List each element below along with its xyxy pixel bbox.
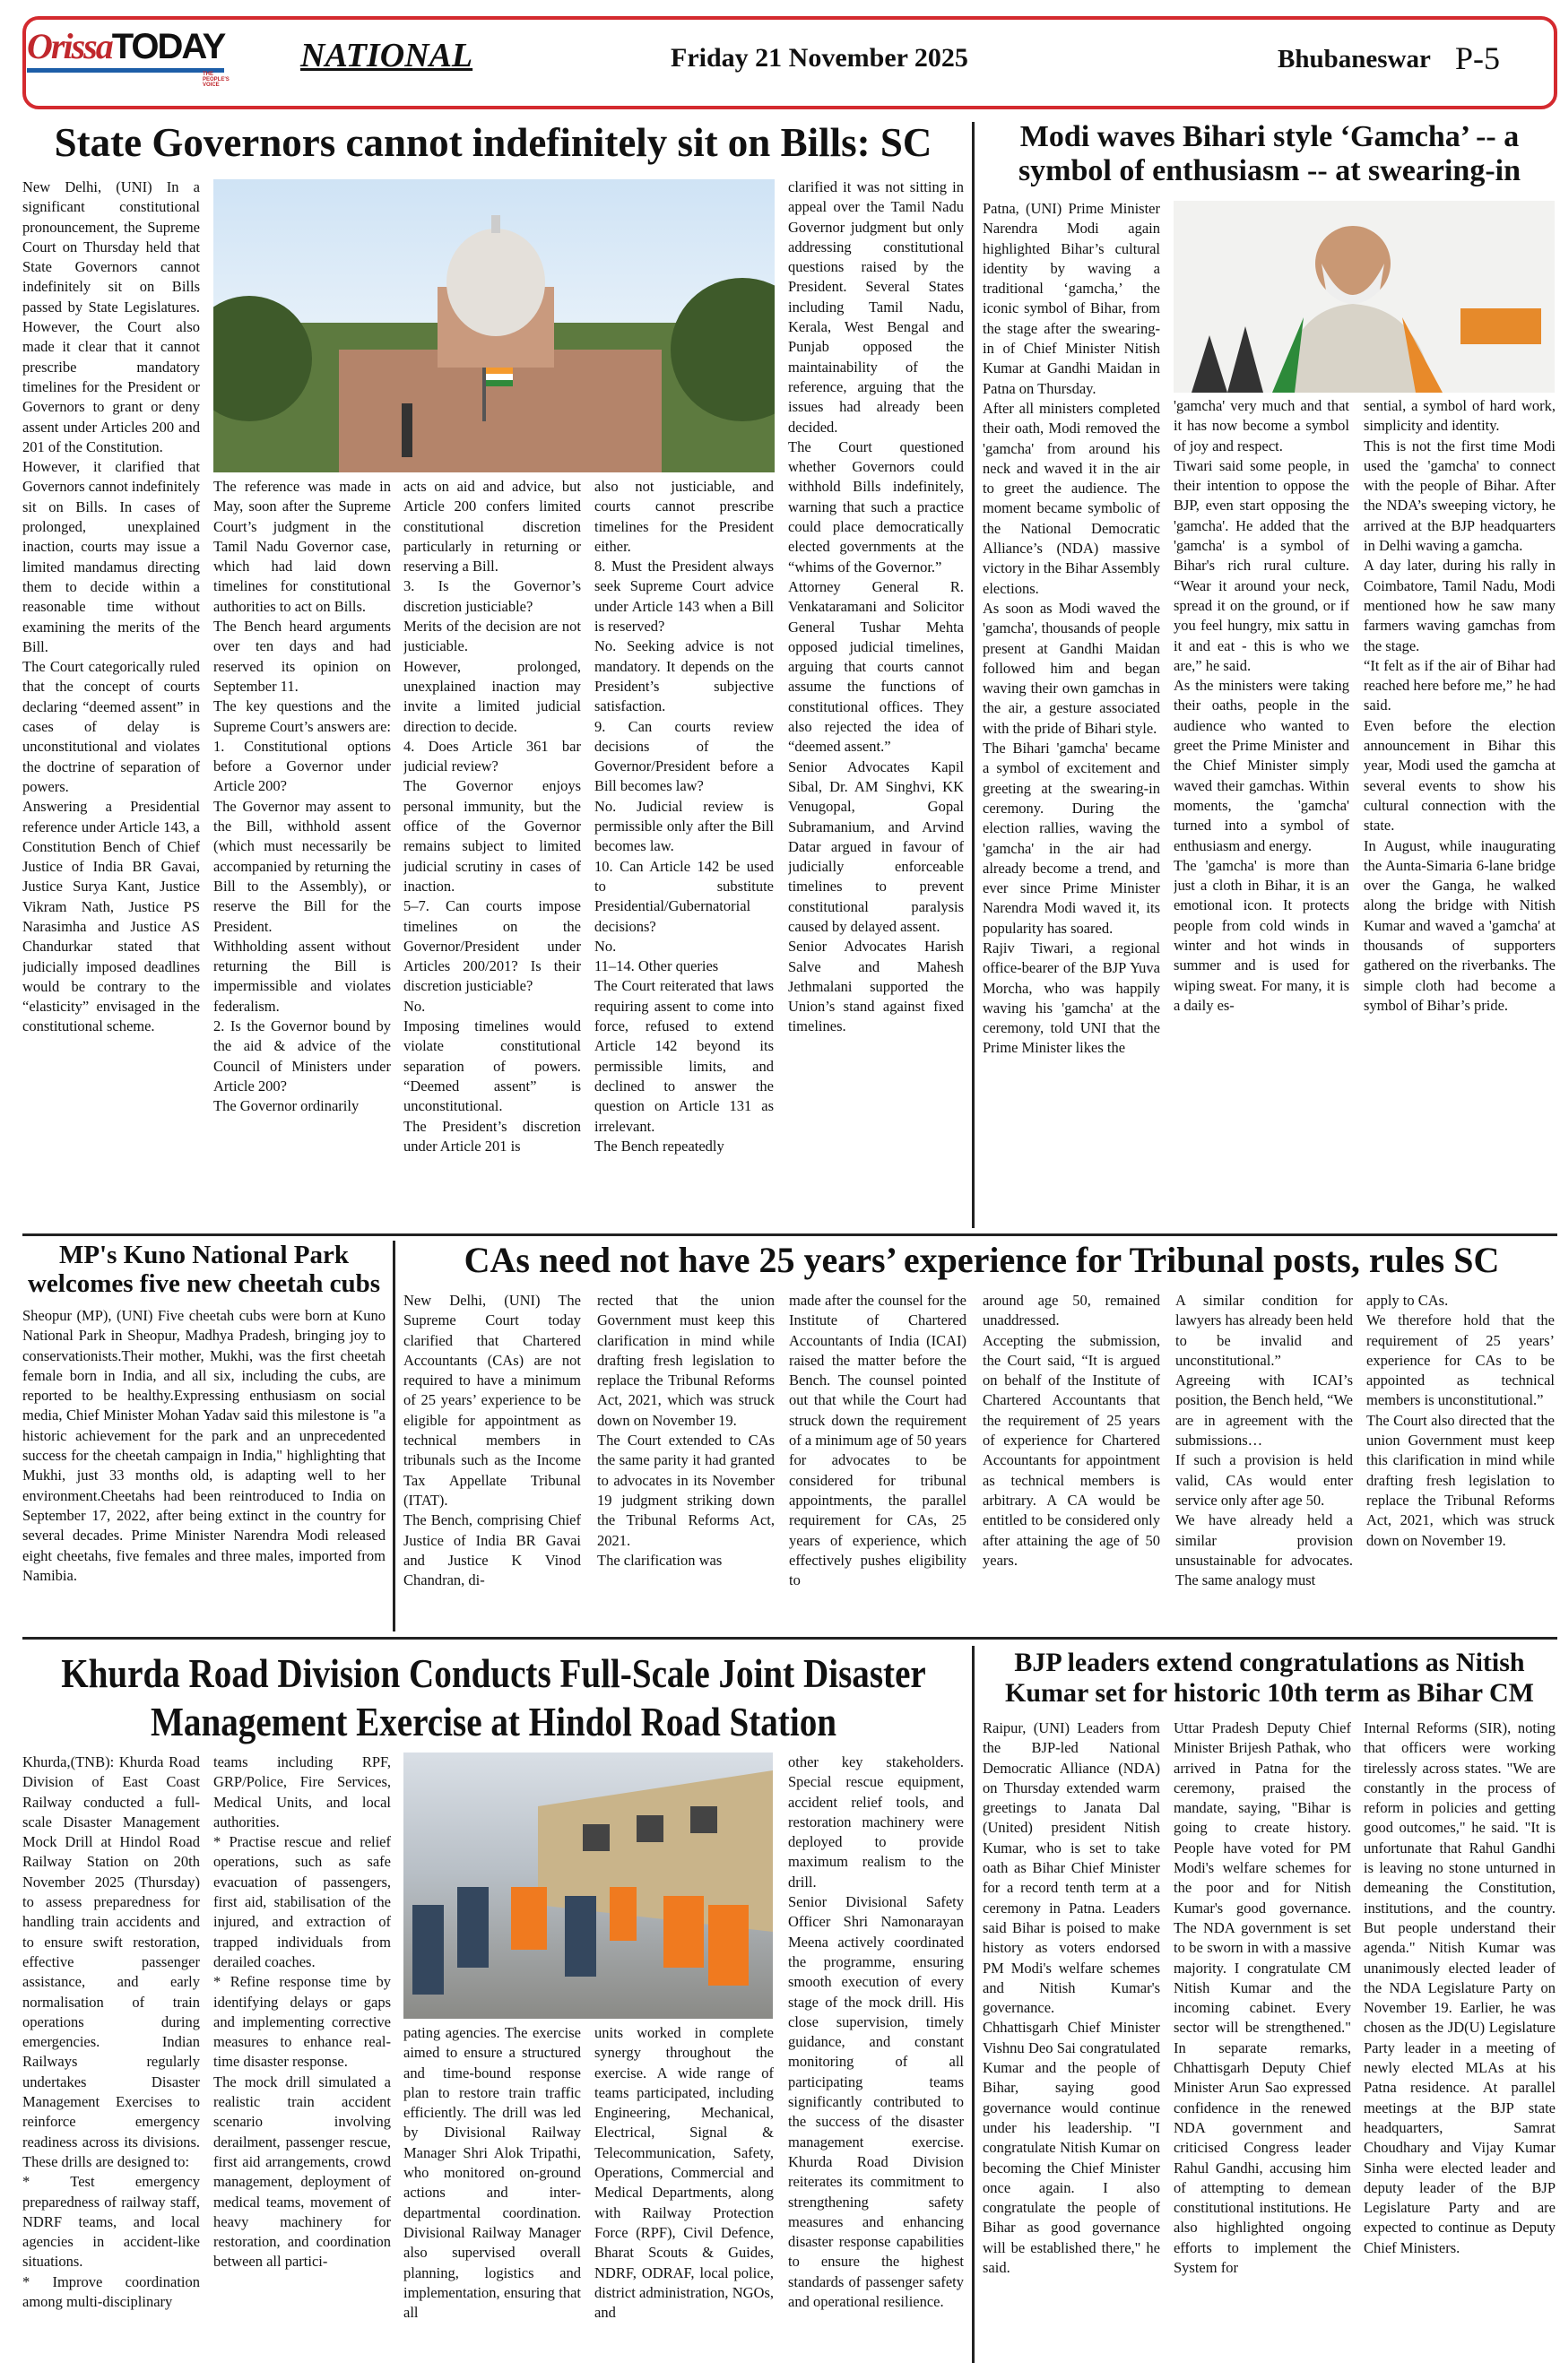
article-paragraph: The Bench repeatedly	[594, 1137, 724, 1155]
article-paragraph: Tiwari said some people, in their intention to oppose the BJP, even start opposing the 'gamcha'. He added that the 'gamcha' is a symbol of Bihar's rich rural culture. “Wear it around your neck, spread it on the ground, or if you feel hungry, mix sattu in it and eat - this is who we are,” he said.	[1174, 456, 1349, 674]
article-column	[1174, 1718, 1351, 2364]
article-column	[1366, 1291, 1555, 1631]
article-paragraph: Patna, (UNI) Prime Minister Narendra Modi again highlighted Bihar’s cultural identity by waving a traditional ‘gamcha,’ the iconic symbol of Bihar, from the stage after the swearing-in of Chief Minister Nitish Kumar at Gandhi Maidan in Patna on Thursday.	[983, 200, 1160, 397]
article-column	[213, 1753, 391, 2364]
article-column	[403, 477, 581, 1228]
article-column	[788, 1753, 964, 2364]
article-paragraph: If such a provision is held valid, CAs would enter service only after age 50.	[1175, 1451, 1353, 1509]
article-paragraph: New Delhi, (UNI) In a significant constitutional pronouncement, the Supreme Court on Thursday held that State Governors cannot indefinitely sit on Bills passed by State Legislatures. However, the Court also made it clear that it cannot prescribe mandatory timelines for the President or Governors to grant or deny assent under Articles 200 and 201 of the Constitution.	[22, 178, 200, 455]
column-divider	[972, 122, 975, 1228]
article-paragraph: The reference was made in May, soon after the Supreme Court’s judgment in the Tamil Nadu Governor case, which had laid down timelines for constitutional authorities to act on Bills.	[213, 478, 391, 615]
article-paragraph: The Court reiterated that laws requiring assent to come into force, refused to extend Article 142 beyond its permissible limits, and declined to answer the question on Article 131 as irrelevant.	[594, 977, 774, 1135]
article-paragraph: The Governor may assent to the Bill, withhold assent (which must necessarily be accompanied by returning the Bill to the Assembly), or reserve the Bill for the President.	[213, 797, 391, 935]
supreme-court-photo	[213, 179, 775, 472]
article-column	[403, 1291, 581, 1631]
article-paragraph: rected that the union Government must keep this clarification in mind while drafting fresh legislation to replace the Tribunal Reforms Act, 2021, which was struck down on November 19.	[597, 1292, 775, 1429]
article-paragraph: * Practise rescue and relief operations, such as safe evacuation of passengers, first aid, stabilisation of the injured, and extraction of trapped individuals from derailed coaches.	[213, 1833, 391, 1970]
article-paragraph: 5–7. Can courts impose timelines on the Governor/President under Articles 200/201? Is their discretion justiciable?	[403, 897, 581, 995]
article-paragraph: The Bench, comprising Chief Justice of India BR Gavai and Justice K Vinod Chandran, di-	[403, 1511, 581, 1589]
article-paragraph: Senior Advocates Kapil Sibal, Dr. AM Singhvi, KK Venugopal, Gopal Subramanium, and Arvind Datar argued in favour of judicially enforceable timelines to prevent constitutional paralysis caused by delayed assent.	[788, 757, 964, 935]
article-paragraph: No. Seeking advice is not mandatory. It depends on the President’s subjective satisfaction.	[594, 637, 774, 715]
article-paragraph: sential, a symbol of hard work, simplicity and identity.	[1364, 397, 1556, 435]
article-paragraph: The Governor ordinarily	[213, 1097, 360, 1115]
article-paragraph: Uttar Pradesh Deputy Chief Minister Brijesh Pathak, who arrived in Patna for the ceremony, praised the mandate, saying, "Bihar is going to create history. People have voted for PM Modi's welfare schemes for the poor and for Nitish Kumar's good governance. The NDA government is set to be sworn in with a massive majority. I congratulate CM Nitish Kumar and the incoming cabinet. Every sector will be strengthened." In separate remarks, Chhattisgarh Deputy Chief Minister Arun Sao expressed confidence in the renewed NDA government and criticised Congress leader Rahul Gandhi, accusing him of attempting to demean constitutional institutions. He also highlighted ongoing efforts to implement the System for	[1174, 1719, 1351, 2277]
article-paragraph: apply to CAs.	[1366, 1292, 1449, 1309]
article-column	[213, 477, 391, 1228]
article-paragraph: The Bench heard arguments over ten days and had reserved its opinion on September 11.	[213, 618, 391, 695]
section-title: NATIONAL	[300, 37, 473, 74]
article-paragraph: pating agencies. The exercise aimed to ensure a structured and time-bound response plan to restore train traffic efficiently. The drill was led by Divisional Railway Manager Shri Alok Tripathi, who monitored on-ground actions and inter-departmental coordination. Divisional Railway Manager also supervised overall planning, logistics and implementation, ensuring that all	[403, 2024, 581, 2322]
article-column	[594, 477, 774, 1228]
logo-word-today: TODAY	[111, 27, 225, 66]
article-column	[1364, 1718, 1556, 2364]
article-column	[22, 1753, 200, 2364]
article-paragraph: This is not the first time Modi used the 'gamcha' to connect with the people of Bihar. After the NDA’s sweeping victory, he arrived at the BJP headquarters in Delhi waving a gamcha.	[1364, 437, 1556, 555]
headline-cheetah: MP's Kuno National Park welcomes five new cheetah cubs	[27, 1241, 381, 1299]
article-paragraph: The Court questioned whether Governors could withhold Bills indefinitely, warning that such a practice could place democratically elected governments at the “whims of the Governor.”	[788, 437, 964, 576]
article-paragraph: After all ministers completed their oath, Modi removed the 'gamcha' from around his neck and waved it in the air to greet the audience. The moment became symbolic of the National Democratic Alliance’s (NDA) massive victory in the Bihar Assembly elections.	[983, 399, 1160, 597]
article-paragraph: * Test emergency preparedness of railway staff, NDRF teams, and local agencies in accident-like situations.	[22, 2173, 200, 2271]
page-number: P-5	[1455, 40, 1501, 76]
article-paragraph: We have already held a similar provision unsustainable for advocates. The same analogy must	[1175, 1511, 1353, 1589]
article-paragraph: As the ministers were taking their oaths, people in the audience who wanted to greet the Prime Minister and the Chief Minister simply waved their gamchas. Within moments, the 'gamcha' turned into a symbol of enthusiasm and energy.	[1174, 677, 1349, 854]
article-paragraph: 4. Does Article 361 bar judicial review?	[403, 737, 581, 775]
section-divider	[22, 1233, 1557, 1236]
logo-bar	[27, 68, 224, 73]
article-column	[788, 177, 964, 1228]
article-paragraph: teams including RPF, GRP/Police, Fire Services, Medical Units, and local authorities.	[213, 1753, 391, 1830]
article-paragraph: * Refine response time by identifying delays or gaps and implementing corrective measures to enhance real-time disaster response.	[213, 1973, 391, 2071]
article-column	[1174, 396, 1349, 1228]
article-paragraph: The President’s discretion under Article 201 is	[403, 1117, 581, 1155]
article-column	[983, 199, 1160, 1228]
headline-bjp-nitish: BJP leaders extend congratulations as Nitish Kumar set for historic 10th term as Bihar CM	[1005, 1648, 1534, 1708]
section-divider	[22, 1637, 1557, 1640]
headline-khurda-drill: Khurda Road Division Conducts Full-Scale Joint Disaster Management Exercise at Hindol Road Station	[61, 1650, 926, 1744]
article-paragraph: 3. Is the Governor’s discretion justiciable?	[403, 577, 581, 615]
article-column	[22, 177, 200, 1228]
article-paragraph: units worked in complete synergy throughout the exercise. A wide range of teams participated, including Engineering, Mechanical, Electrical, Signal & Telecommunication, Safety, Operations, Commercial and Medical Departments, along with Railway Protection Force (RPF), Civil Defence, Bharat Scouts & Guides, NDRF, ODRAF, local police, district administration, NGOs, and	[594, 2024, 774, 2322]
article-paragraph: 8. Must the President always seek Supreme Court advice under Article 143 when a Bill is reserved?	[594, 558, 774, 636]
article-paragraph: around age 50, remained unaddressed.	[983, 1292, 1160, 1329]
article-paragraph: Raipur, (UNI) Leaders from the BJP-led National Democratic Alliance (NDA) on Thursday extended warm greetings to Janata Dal (United) president Nitish Kumar, who is set to take oath as Bihar Chief Minister for a record tenth term at a ceremony in Patna. Leaders said Bihar is poised to make history as voters endorsed PM Modi's welfare schemes and Nitish Kumar's governance.	[983, 1719, 1160, 2017]
article-paragraph: However, prolonged, unexplained inaction may invite a limited judicial direction to decide.	[403, 657, 581, 735]
article-column	[22, 1306, 386, 1631]
article-paragraph: other key stakeholders. Special rescue equipment, accident relief tools, and restoration machinery were deployed to provide maximum realism to the drill.	[788, 1753, 964, 1891]
article-paragraph: However, it clarified that Governors cannot indefinitely sit on Bills. In cases of prolonged, unexplained inaction, courts may issue a limited mandamus directing them to decide within a reasonable time without examining the merits of the Bill.	[22, 458, 200, 655]
article-paragraph: 9. Can courts review decisions of the Governor/President before a Bill becomes law?	[594, 717, 774, 795]
article-paragraph: No. Judicial review is permissible only after the Bill becomes law.	[594, 797, 774, 855]
mock-drill-photo	[403, 1753, 773, 2019]
column-divider	[393, 1241, 395, 1631]
article-paragraph: acts on aid and advice, but Article 200 confers limited constitutional discretion particularly in returning or reserving a Bill.	[403, 478, 581, 576]
article-paragraph: The mock drill simulated a realistic train accident scenario involving derailment, passenger rescue, first aid arrangements, crowd management, deployment of medical teams, movement of heavy machinery for restoration, and coordination between all partici-	[213, 2073, 391, 2271]
article-paragraph: made after the counsel for the Institute of Chartered Accountants of India (ICAI) raised the matter before the Bench. The counsel pointed out that while the Court had struck down the requirement of a minimum age of 50 years for advocates to be considered for tribunal appointments, the parallel requirement for CAs, 25 years of experience, which effectively pushes eligibility to	[789, 1292, 966, 1589]
logo-tagline: THE PEOPLE'S VOICE	[203, 72, 230, 88]
headline-sc-bills: State Governors cannot indefinitely sit on Bills: SC	[54, 120, 932, 165]
article-paragraph: Sheopur (MP), (UNI) Five cheetah cubs were born at Kuno National Park in Sheopur, Madhya Pradesh, bringing joy to conservationists.Their mother, Mukhi, was the first cheetah female born in India, and all six, including the cubs, are reported to be healthy.Expressing enthusiasm on social media, Chief Minister Mohan Yadav said this milestone is "a historic achievement for the park and an unprecedented success for the cheetah campaign in India," highlighting that Mukhi, just 33 months old, is adapting well to her environment.Cheetahs had been reintroduced to India on September 17, 2022, after being extinct in the country for several decades. Prime Minister Narendra Modi released eight cheetahs, five females and three males, imported from Namibia.	[22, 1307, 386, 1584]
article-column	[1364, 396, 1556, 1228]
article-paragraph: The Court extended to CAs the same parity it had granted to advocates in its November 19 judgment striking down the Tribunal Reforms Act, 2021.	[597, 1432, 775, 1549]
article-paragraph: Agreeing with ICAI’s position, the Bench held, “We are in agreement with the submissions…	[1175, 1372, 1353, 1450]
article-paragraph: In August, while inaugurating the Aunta-Simaria 6-lane bridge over the Ganga, he walked along the bridge with Nitish Kumar and waved a 'gamcha' at thousands of supporters gathered on the riverbanks. The simple cloth had become a symbol of Bihar’s pride.	[1364, 836, 1556, 1014]
article-paragraph: clarified it was not sitting in appeal over the Tamil Nadu Governor judgment but only addressing constitutional questions raised by the President. Several States including Tamil Nadu, Kerala, West Bengal and Punjab opposed the maintainability of the reference, arguing that the issues had already been decided.	[788, 178, 964, 436]
article-paragraph: * Improve coordination among multi-disciplinary	[22, 2272, 200, 2311]
column-divider	[972, 1646, 975, 2363]
article-paragraph: Khurda,(TNB): Khurda Road Division of East Coast Railway conducted a full-scale Disaster Management Mock Drill at Hindol Road Railway Station on 20th November 2025 (Thursday) to assess preparedness for handling train accidents and to ensure swift restoration, effective passenger assistance, and early normalisation of train operations during emergencies. Indian Railways regularly undertakes Disaster Management Exercises to reinforce emergency readiness across its divisions. These drills are designed to:	[22, 1753, 200, 2170]
article-paragraph: Imposing timelines would violate constitutional separation of powers. “Deemed assent” is unconstitutional.	[403, 1017, 581, 1115]
article-paragraph: Senior Divisional Safety Officer Shri Namonarayan Meena actively coordinated the programme, ensuring smooth execution of every stage of the mock drill. His close supervision, timely guidance, and constant monitoring of all participating teams significantly contributed to the success of the disaster management exercise. Khurda Road Division reiterates its commitment to strengthening safety measures and enhancing disaster response capabilities to ensure the highest standards of passenger safety and operational resilience.	[788, 1893, 964, 2311]
article-column	[594, 2023, 774, 2364]
article-column	[983, 1718, 1160, 2364]
article-paragraph: Accepting the submission, the Court said, “It is argued on behalf of the Institute of Chartered Accountants that the requirement of 25 years of experience for Chartered Accountants for appointment as technical members is arbitrary. A CA would be entitled to be considered only after attaining the age of 50 years.	[983, 1331, 1160, 1569]
article-paragraph: Rajiv Tiwari, a regional office-bearer of the BJP Yuva Morcha, who was happily waving his 'gamcha' at the ceremony, told UNI that the Prime Minister likes the	[983, 939, 1160, 1057]
article-paragraph: Even before the election announcement in Bihar this year, Modi used the gamcha at several events to show his cultural connection with the state.	[1364, 716, 1556, 835]
article-paragraph: Internal Reforms (SIR), noting that officers were working tirelessly across states. "We are constantly in the process of reform in policies and getting good outcomes," he said. "It is unfortunate that Rahul Gandhi is leaving no stone unturned in demeaning the Constitution, institutions, and the country. But people understand their agenda." Nitish Kumar was unanimously elected leader of the NDA Legislature Party on November 19. Earlier, he was chosen as the JD(U) Legislature Party leader in a meeting of newly elected MLAs at his Patna residence. At parallel meetings at the BJP state headquarters, Samrat Choudhary and Vijay Kumar Sinha were elected leader and deputy leader of the BJP Legislature Party and are expected to continue as Deputy Chief Ministers.	[1364, 1719, 1556, 2256]
headline-ca-tribunal: CAs need not have 25 years’ experience for Tribunal posts, rules SC	[464, 1240, 1500, 1280]
article-paragraph: also not justiciable, and courts cannot prescribe timelines for the President either.	[594, 478, 774, 555]
newspaper-logo	[27, 25, 230, 88]
article-paragraph: “It felt as if the air of Bihar had reached here before me,” he had said.	[1364, 656, 1556, 714]
article-paragraph: 11–14. Other queries	[594, 957, 719, 975]
article-paragraph: 2. Is the Governor bound by the aid & advice of the Council of Ministers under Article 200?	[213, 1017, 391, 1095]
edition-city: Bhubaneswar	[1278, 45, 1431, 74]
edition-date: Friday 21 November 2025	[671, 43, 968, 73]
logo-word-orissa: Orissa	[27, 26, 112, 66]
article-paragraph: As soon as Modi waved the 'gamcha', thousands of people present at Gandhi Maidan followed him and began waving their own gamchas in the air, a gesture associated with the pride of Bihari style.	[983, 599, 1160, 737]
article-column	[1175, 1291, 1353, 1631]
modi-photo	[1174, 201, 1555, 393]
article-paragraph: 10. Can Article 142 be used to substitute Presidential/Gubernatorial decisions?	[594, 857, 774, 935]
article-paragraph: New Delhi, (UNI) The Supreme Court today clarified that Chartered Accountants (CAs) are not required to have a minimum of 25 years’ experience to be eligible for appointment as technical members in tribunals such as the Income Tax Appellate Tribunal (ITAT).	[403, 1292, 581, 1509]
headline-modi-gamcha: Modi waves Bihari style ‘Gamcha’ -- a symbol of enthusiasm -- at swearing-in	[1018, 120, 1521, 188]
article-paragraph: The Court also directed that the union Government must keep this clarification in mind while drafting fresh legislation to replace the Tribunal Reforms Act, 2021, which was struck down on November 19.	[1366, 1411, 1555, 1549]
article-paragraph: The clarification was	[597, 1551, 723, 1569]
article-column	[983, 1291, 1160, 1631]
article-paragraph: No.	[403, 997, 426, 1015]
article-paragraph: The Governor enjoys personal immunity, but the office of the Governor remains subject to limited judicial scrutiny in cases of inaction.	[403, 777, 581, 895]
article-paragraph: No.	[594, 937, 617, 955]
article-paragraph: The Bihari 'gamcha' became a symbol of excitement and greeting at the swearing-in ceremony. During the election rallies, waving the 'gamcha' in the air had already become a trend, and ever since Prime Minister Narendra Modi waved it, its popularity has soared.	[983, 740, 1160, 937]
article-paragraph: Attorney General R. Venkataramani and Solicitor General Tushar Mehta opposed judicial timelines, arguing that courts cannot assume the functions of constitutional offices. They also rejected the idea of “deemed assent.”	[788, 577, 964, 756]
article-paragraph: 'gamcha' very much and that it has now become a symbol of joy and respect.	[1174, 397, 1349, 454]
article-paragraph: We therefore hold that the requirement of 25 years’ experience for CAs to be appointed as technical members is unconstitutional.”	[1366, 1311, 1555, 1409]
article-paragraph: A day later, during his rally in Coimbatore, Tamil Nadu, Modi mentioned how he saw many farmers waving gamchas from the stage.	[1364, 557, 1556, 654]
article-paragraph: Chhattisgarh Chief Minister Vishnu Deo Sai congratulated Kumar and the people of Bihar, saying good governance would continue under his leadership. "I congratulate Nitish Kumar on becoming the Chief Minister once again. I also congratulate the people of Bihar as good governance will be established there," he said.	[983, 2019, 1160, 2277]
article-column	[403, 2023, 581, 2364]
article-paragraph: The 'gamcha' is more than just a cloth in Bihar, it is an emotional icon. It protects people from cold winds in winter and hot winds in summer and is used for wiping sweat. For many, it is a daily es-	[1174, 856, 1349, 1014]
article-column	[789, 1291, 966, 1631]
article-paragraph: Senior Advocates Harish Salve and Mahesh Jethmalani supported the Union’s stand against fixed timelines.	[788, 938, 964, 1035]
article-paragraph: A similar condition for lawyers has already been held to be invalid and unconstitutional.”	[1175, 1292, 1353, 1369]
article-paragraph: Answering a Presidential reference under Article 143, a Constitution Bench of Chief Justice of India BR Gavai, Justice Surya Kant, Justice Vikram Nath, Justice PS Narasimha and Justice AS Chandurkar stated that judicially imposed deadlines would be contrary to the “elasticity” envisaged in the constitutional scheme.	[22, 798, 200, 1035]
article-paragraph: The key questions and the Supreme Court’s answers are: 1. Constitutional options before a Governor under Article 200?	[213, 697, 391, 795]
article-column	[597, 1291, 775, 1631]
article-paragraph: Merits of the decision are not justiciable.	[403, 618, 581, 655]
article-paragraph: The Court categorically ruled that the concept of courts declaring “deemed assent” in cases of delay is unconstitutional and violates the doctrine of separation of powers.	[22, 658, 200, 795]
article-paragraph: Withholding assent without returning the Bill is impermissible and violates federalism.	[213, 937, 391, 1015]
